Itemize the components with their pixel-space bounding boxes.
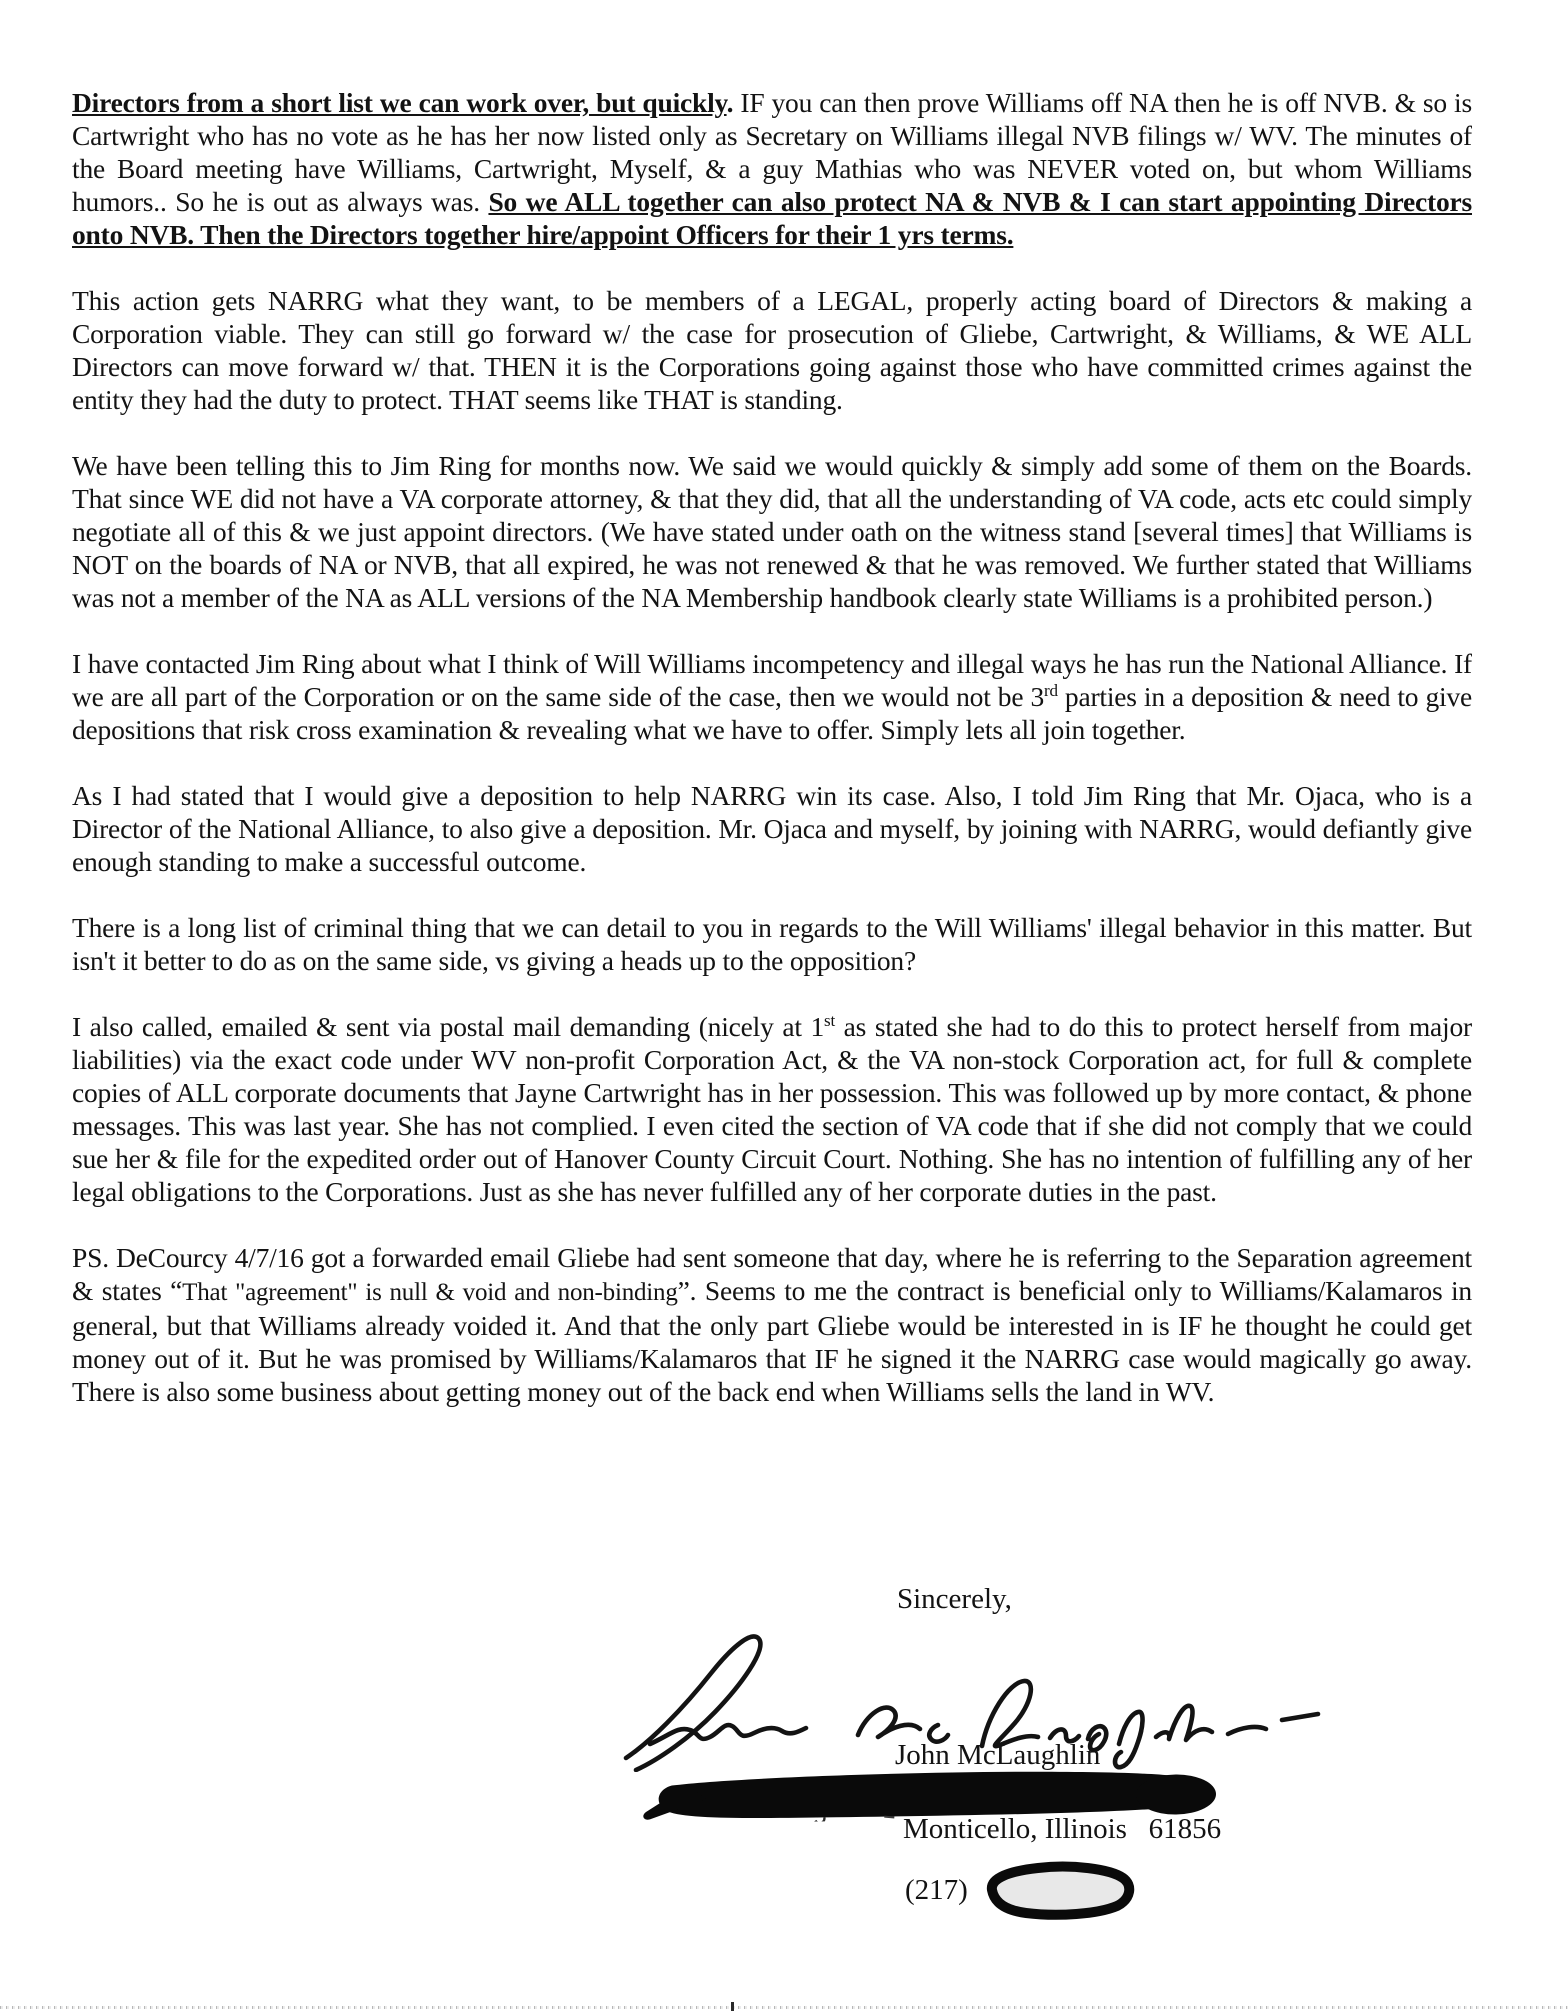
paragraph-7 [72, 1010, 1472, 1208]
paragraph-3: We have been telling this to Jim Ring for months now. We said we would quickly & simply add some of them on the Boards. That since WE did not have a VA corporate attorney, & that they did, that all the understanding of VA code, acts etc could simply negotiate all of this & we just appoint directors. (We have stated under oath on the witness stand [several times] that Williams is NOT on the boards of NA or NVB, that all expired, he was not renewed & that he was removed. We further stated that Williams was not a member of the NA as ALL versions of the NA Membership handbook clearly state Williams is a prohibited person.) [72, 450, 1472, 613]
ordinal-suffix-st: st [824, 1010, 835, 1030]
ps-text-b: ”. Seems to me the contract is beneficial only to Williams/Kalamaros in general, but that Williams already voided it. And that the only part Gliebe would be interested in is IF he thought he could get money out of it. But he was promised by Williams/Kalamaros that IF he signed it the NARRG case would magically go away. There is also some business about getting money out of the back end when Williams sells the land in WV. [72, 1275, 1472, 1407]
paragraph-1-bold-callout: So we ALL together can also protect NA & NVB & I can start appointing Directors onto NVB. Then the Directors together hire/appoint Officers for their 1 yrs terms. [72, 186, 1472, 250]
ps-text-a: PS. DeCourcy 4/7/16 got a forwarded email Gliebe had sent someone that day, where he is referring to the Separation agreement & states “ [72, 1242, 1472, 1306]
redacted-phone-oval [970, 1860, 1138, 1920]
paragraph-1-bold-lead: Directors from a short list we can work over, but quickly [72, 87, 727, 118]
paragraph-7-text-a: I also called, emailed & sent via postal mail demanding (nicely at 1 [72, 1011, 825, 1042]
paragraph-2: This action gets NARRG what they want, to be members of a LEGAL, properly acting board of Directors & making a Corporation viable. They can still go forward w/ the case for prosecution of Gliebe, Cartwright, & Williams, & WE ALL Directors can move forward w/ that. THEN it is the Corporations going against those who have committed crimes against the entity they had the duty to protect. THAT seems like THAT is standing. [72, 285, 1472, 415]
scan-noise-line [0, 2006, 1568, 2009]
paragraph-4 [72, 647, 1472, 746]
paragraph-4-text-a: I have contacted Jim Ring about what I think of Will Williams incompetency and illegal ways he has run the National Alliance. If we are all part of the Corporation or on the same side of the case, then we would not be 3 [72, 648, 1472, 712]
signer-name: John McLaughlin [895, 1739, 1101, 1771]
letter-body [72, 86, 1472, 1586]
paragraph-7-text-b: as stated she had to do this to protect herself from major liabilities) via the exact code under WV non-profit Corporation Act, & the VA non-stock Corporation act, for full & complete copies of ALL corporate documents that Jayne Cartwright has in her possession. This was followed up by more contact, & phone messages. This was last year. She has not complied. I even cited the section of VA code that if she did not comply that we could sue her & file for the expedited order out of Hanover County Circuit Court. Nothing. She has no intention of fulfilling any of her legal obligations to the Corporations. Just as she has never fulfilled any of her corporate duties in the past. [72, 1011, 1472, 1207]
ordinal-suffix-rd: rd [1044, 680, 1058, 700]
city-state-zip: Monticello, Illinois 61856 [903, 1813, 1222, 1845]
paragraph-4-text-b: parties in a deposition & need to give depositions that risk cross examination & revealing what we have to offer. Simply lets all join together. [72, 681, 1472, 745]
paragraph-5: As I had stated that I would give a deposition to help NARRG win its case. Also, I told Jim Ring that Mr. Ojaca, who is a Director of the National Alliance, to also give a deposition. Mr. Ojaca and myself, by joining with NARRG, would defiantly give enough standing to make a successful outcome. [72, 780, 1472, 877]
phone-line [905, 1860, 1138, 1920]
paragraph-1-text: IF you can then prove Williams off NA then he is off NVB. & so is Cartwright who has no vote as he has her now listed only as Secretary on Williams illegal NVB filings w/ WV. The minutes of the Board meeting have Williams, Cartwright, Myself, & a guy Mathias who was NEVER voted on, but whom Williams humors.. So he is out as always was. [72, 87, 1472, 217]
closing-block [0, 1578, 1568, 2013]
phone-area-code: (217) [905, 1874, 968, 1906]
paragraph-1-separator: . [726, 87, 741, 118]
paragraph-ps [72, 1241, 1472, 1408]
closing-salutation: Sincerely, [897, 1583, 1012, 1615]
paragraph-6: There is a long list of criminal thing that we can detail to you in regards to the Will Williams' illegal behavior in this matter. But isn't it better to do as on the same side, vs giving a heads up to the opposition? [72, 912, 1472, 976]
scan-artifact-tick [731, 2002, 734, 2011]
paragraph-1 [72, 86, 1472, 251]
quoted-phrase: That "agreement" is null & void and non-binding [182, 1279, 678, 1306]
